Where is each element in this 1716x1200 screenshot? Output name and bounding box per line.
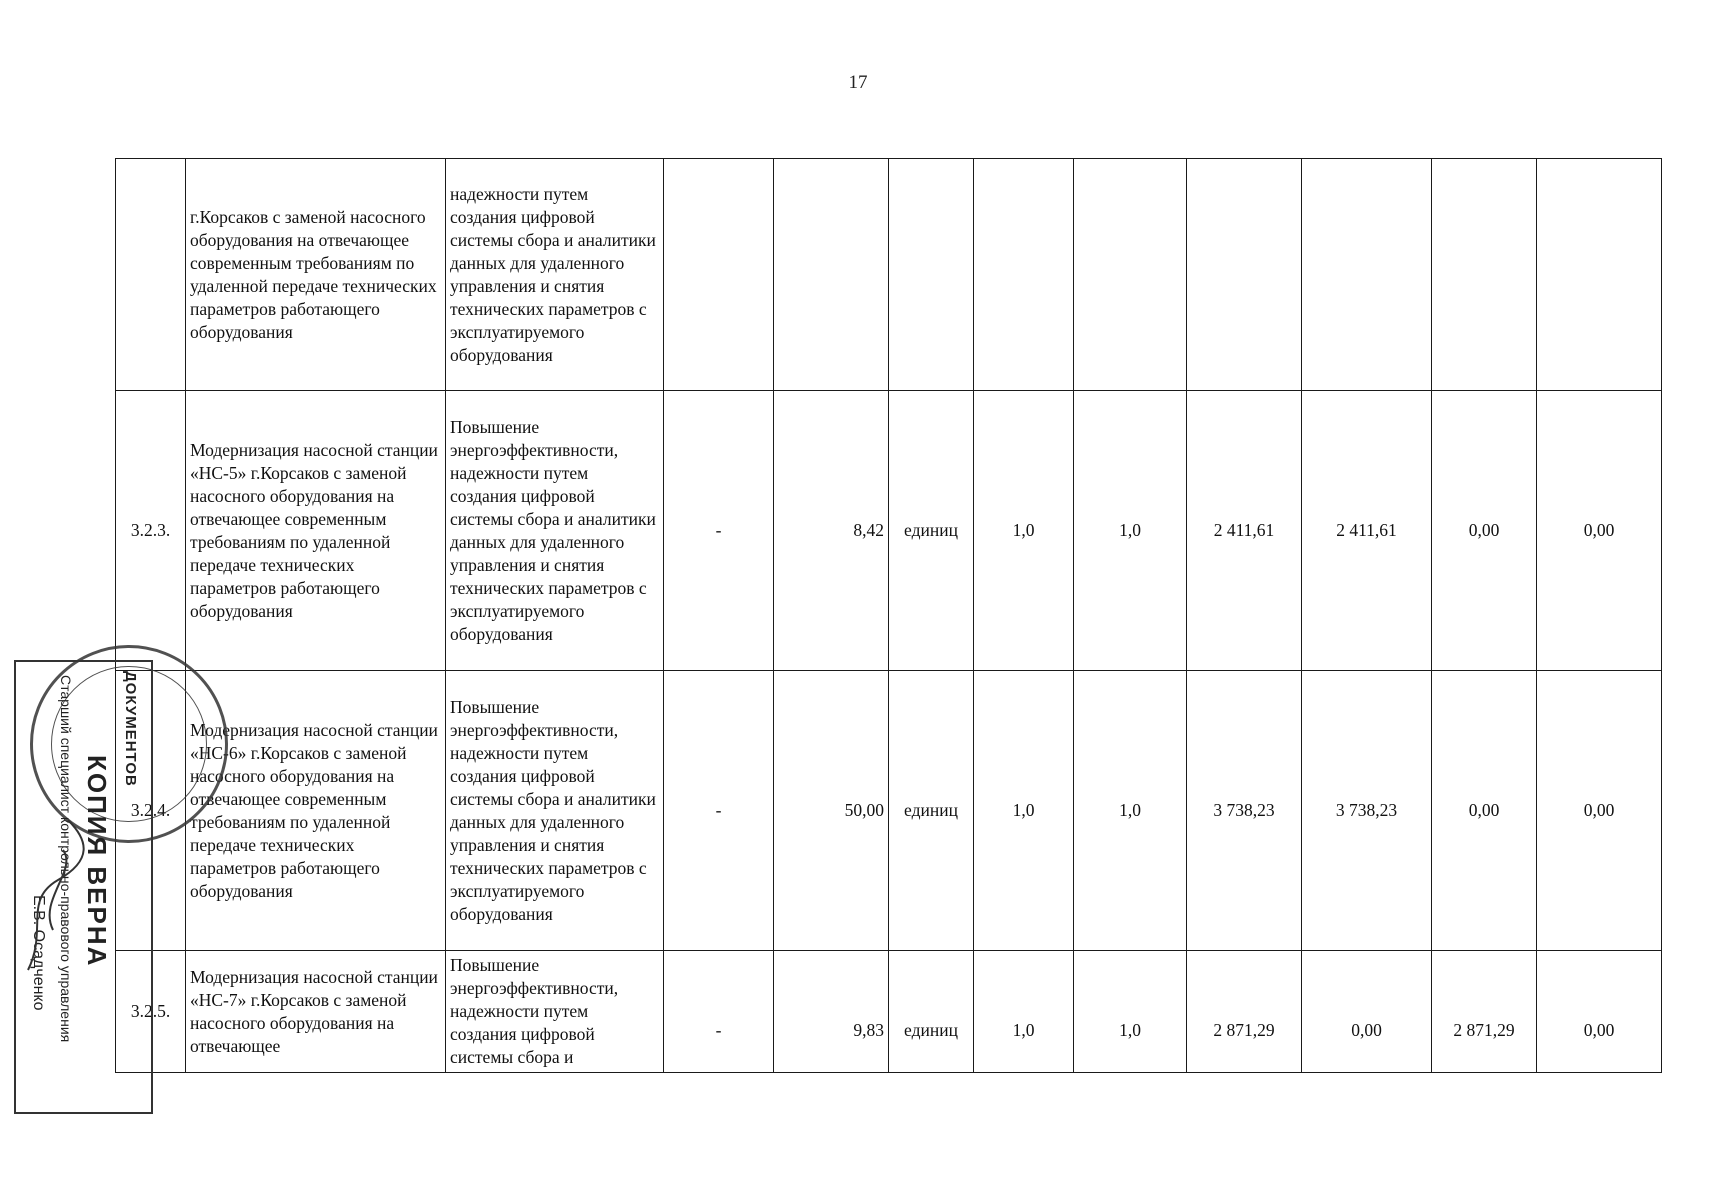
cell: -	[664, 671, 774, 951]
cell: 0,00	[1537, 391, 1662, 671]
cell: единиц	[889, 951, 974, 1073]
cell: 1,0	[1074, 951, 1187, 1073]
cell	[664, 159, 774, 391]
certification-position: Старший специалист контрольно-правового управления	[58, 675, 74, 1043]
table-row	[116, 159, 1662, 391]
cell: единиц	[889, 391, 974, 671]
cell: 1,0	[1074, 671, 1187, 951]
cell: 8,42	[774, 391, 889, 671]
row-number	[116, 159, 186, 391]
measure-goal: Повышение энергоэффективности, надежности путем создания цифровой системы сбора и аналитики данных для удаленного управления и снятия технических параметров с эксплуатируемого оборудования	[446, 391, 664, 671]
cell: 2 411,61	[1187, 391, 1302, 671]
cell: 2 411,61	[1302, 391, 1432, 671]
cell: 1,0	[974, 671, 1074, 951]
row-number: 3.2.3.	[116, 391, 186, 671]
cell: 9,83	[774, 951, 889, 1073]
measures-table	[115, 158, 1662, 1073]
cell	[1074, 159, 1187, 391]
cell: 1,0	[974, 951, 1074, 1073]
cell: 2 871,29	[1432, 951, 1537, 1073]
cell: 1,0	[974, 391, 1074, 671]
measure-goal: Повышение энергоэффективности, надежности путем создания цифровой системы сбора и	[446, 951, 664, 1073]
cell: 3 738,23	[1302, 671, 1432, 951]
cell: 50,00	[774, 671, 889, 951]
measure-name: г.Корсаков с заменой насосного оборудования на отвечающее современным требованиям по удаленной передаче технических параметров работающего оборудования	[186, 159, 446, 391]
certification-title: КОПИЯ ВЕРНА	[82, 755, 112, 968]
cell: 0,00	[1432, 391, 1537, 671]
measure-name: Модернизация насосной станции «НС-7» г.Корсаков с заменой насосного оборудования на отвечающее	[186, 951, 446, 1073]
measure-goal: надежности путем создания цифровой системы сбора и аналитики данных для удаленного управления и снятия технических параметров с эксплуатируемого оборудования	[446, 159, 664, 391]
cell: 1,0	[1074, 391, 1187, 671]
table-row	[116, 951, 1662, 1073]
cell: единиц	[889, 671, 974, 951]
certification-heading: ДОКУМЕНТОВ	[122, 671, 139, 787]
cell	[1432, 159, 1537, 391]
cell	[974, 159, 1074, 391]
cell	[1187, 159, 1302, 391]
cell: -	[664, 391, 774, 671]
cell: 0,00	[1537, 951, 1662, 1073]
table-row	[116, 391, 1662, 671]
cell	[1537, 159, 1662, 391]
row-number: 3.2.5.	[116, 951, 186, 1073]
cell: 0,00	[1432, 671, 1537, 951]
cell: 0,00	[1537, 671, 1662, 951]
cell	[774, 159, 889, 391]
cell: 2 871,29	[1187, 951, 1302, 1073]
certification-signer: Е.В. Осадченко	[30, 895, 47, 1011]
measure-goal: Повышение энергоэффективности, надежности путем создания цифровой системы сбора и аналитики данных для удаленного управления и снятия технических параметров с эксплуатируемого оборудования	[446, 671, 664, 951]
cell: 0,00	[1302, 951, 1432, 1073]
measure-name: Модернизация насосной станции «НС-6» г.Корсаков с заменой насосного оборудования на отвечающее современным требованиям по удаленной передаче технических параметров работающего оборудования	[186, 671, 446, 951]
page-number: 17	[848, 72, 868, 93]
cell: -	[664, 951, 774, 1073]
cell	[889, 159, 974, 391]
cell: 3 738,23	[1187, 671, 1302, 951]
table-row	[116, 671, 1662, 951]
certification-stamp	[10, 665, 145, 1105]
measure-name: Модернизация насосной станции «НС-5» г.Корсаков с заменой насосного оборудования на отвечающее современным требованиям по удаленной передаче технических параметров работающего оборудования	[186, 391, 446, 671]
row-number: 3.2.4.	[116, 671, 186, 951]
cell	[1302, 159, 1432, 391]
